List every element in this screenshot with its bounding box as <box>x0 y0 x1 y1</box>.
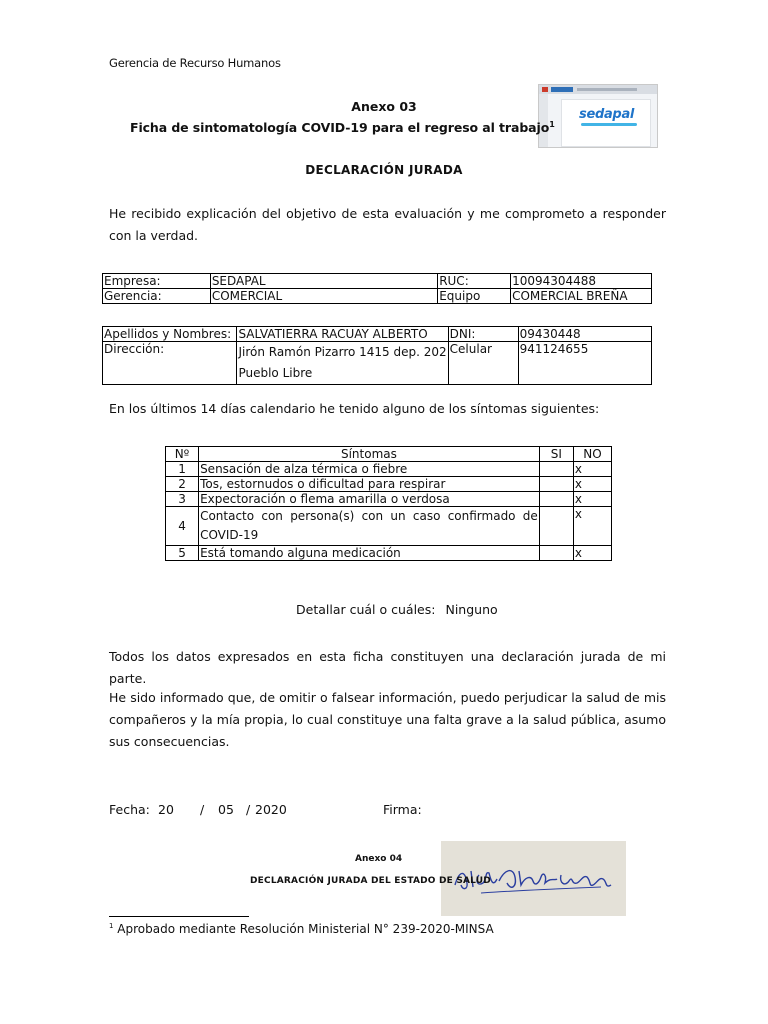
wave-icon <box>581 123 637 126</box>
app-icon <box>542 87 548 92</box>
phone-value: 941124655 <box>518 342 651 385</box>
symptom-no: x <box>573 546 611 561</box>
symptom-desc: Sensación de alza térmica o fiebre <box>199 462 540 477</box>
statement-paragraph-1: Todos los datos expresados en esta ficha constituyen una declaración jurada de mi parte. <box>109 649 666 686</box>
signature-label: Firma: <box>383 802 422 817</box>
footnote-mark: 1 <box>109 922 114 930</box>
symptom-num: 2 <box>166 477 199 492</box>
detail-label: Detallar cuál o cuáles: <box>296 602 436 617</box>
company-table <box>102 273 652 304</box>
header-no: NO <box>573 447 611 462</box>
symptom-num: 5 <box>166 546 199 561</box>
company-value: SEDAPAL <box>210 274 437 289</box>
date-day: 20 <box>158 802 174 817</box>
table-row <box>166 477 612 492</box>
symptom-yes <box>539 546 573 561</box>
detail-line <box>296 602 498 617</box>
symptom-num: 1 <box>166 462 199 477</box>
address-label: Dirección: <box>103 342 237 385</box>
name-label: Apellidos y Nombres: <box>103 327 237 342</box>
management-label: Gerencia: <box>103 289 211 304</box>
table-row <box>103 327 652 342</box>
management-value: COMERCIAL <box>210 289 437 304</box>
symptom-desc: Contacto con persona(s) con un caso confirmado de COVID-19 <box>199 507 540 546</box>
symptom-num: 3 <box>166 492 199 507</box>
table-row <box>166 492 612 507</box>
header-num: Nº <box>166 447 199 462</box>
address-value <box>237 342 448 385</box>
dni-value: 09430448 <box>518 327 651 342</box>
annex-title: Anexo 03 <box>351 99 417 114</box>
table-row <box>103 289 652 304</box>
statement-paragraph-2: He sido informado que, de omitir o falsear información, puedo perjudicar la salud de mis compañeros y la mía propia, lo cual constituye una falta grave a la salud pública, asumo sus consecuencias. <box>109 690 666 749</box>
header-yes: SI <box>539 447 573 462</box>
address-line-1: Jirón Ramón Pizarro 1415 dep. 202 <box>238 345 447 359</box>
table-header-row <box>166 447 612 462</box>
symptom-yes <box>539 507 573 546</box>
symptom-no: x <box>573 492 611 507</box>
annex04-subtitle: DECLARACIÓN JURADA DEL ESTADO DE SALUD <box>250 876 491 886</box>
symptom-no: x <box>573 507 611 546</box>
table-row <box>103 342 652 385</box>
symptom-desc: Está tomando alguna medicación <box>199 546 540 561</box>
date-separator: / <box>200 802 205 817</box>
intro-paragraph: He recibido explicación del objetivo de esta evaluación y me comprometo a responder con la verdad. <box>109 206 666 243</box>
date-separator: / <box>246 802 251 817</box>
table-row <box>166 507 612 546</box>
team-label: Equipo <box>438 289 511 304</box>
header-org: Gerencia de Recurso Humanos <box>109 56 281 70</box>
symptoms-table <box>165 446 612 561</box>
ruc-label: RUC: <box>438 274 511 289</box>
footnote-divider <box>109 916 249 917</box>
symptom-num: 4 <box>166 507 199 546</box>
symptoms-intro: En los últimos 14 días calendario he tenido alguno de los síntomas siguientes: <box>109 401 600 416</box>
brand-wordmark: sedapal <box>579 107 635 122</box>
footnote-ref: 1 <box>549 120 555 129</box>
footnote <box>109 922 494 936</box>
table-row <box>166 462 612 477</box>
ribbon-tools-decoration <box>577 88 637 91</box>
date-month: 05 <box>218 802 234 817</box>
symptom-desc: Expectoración o flema amarilla o verdosa <box>199 492 540 507</box>
sedapal-logo-image <box>538 84 658 148</box>
date-year: 2020 <box>255 802 287 817</box>
header-symptom: Síntomas <box>199 447 540 462</box>
date-label: Fecha: <box>109 802 150 817</box>
team-value: COMERCIAL BREÑA <box>511 289 652 304</box>
footnote-text: Aprobado mediante Resolución Ministerial N° 239-2020-MINSA <box>113 922 494 936</box>
symptom-yes <box>539 492 573 507</box>
annex04-title: Anexo 04 <box>355 854 403 864</box>
name-value: SALVATIERRA RACUAY ALBERTO <box>237 327 448 342</box>
address-line-2: Pueblo Libre <box>238 366 313 380</box>
detail-value: Ninguno <box>445 602 498 617</box>
ribbon-tab-decoration <box>551 87 573 92</box>
symptom-desc: Tos, estornudos o dificultad para respirar <box>199 477 540 492</box>
dni-label: DNI: <box>448 327 518 342</box>
table-row <box>166 546 612 561</box>
ruc-value: 10094304488 <box>511 274 652 289</box>
table-row <box>103 274 652 289</box>
symptom-yes <box>539 477 573 492</box>
phone-label: Celular <box>448 342 518 385</box>
declaration-title: DECLARACIÓN JURADA <box>305 163 463 177</box>
symptom-no: x <box>573 462 611 477</box>
person-table <box>102 326 652 385</box>
symptom-no: x <box>573 477 611 492</box>
form-title-text: Ficha de sintomatología COVID-19 para el regreso al trabajo <box>130 120 550 136</box>
company-label: Empresa: <box>103 274 211 289</box>
form-title <box>130 120 555 135</box>
symptom-yes <box>539 462 573 477</box>
